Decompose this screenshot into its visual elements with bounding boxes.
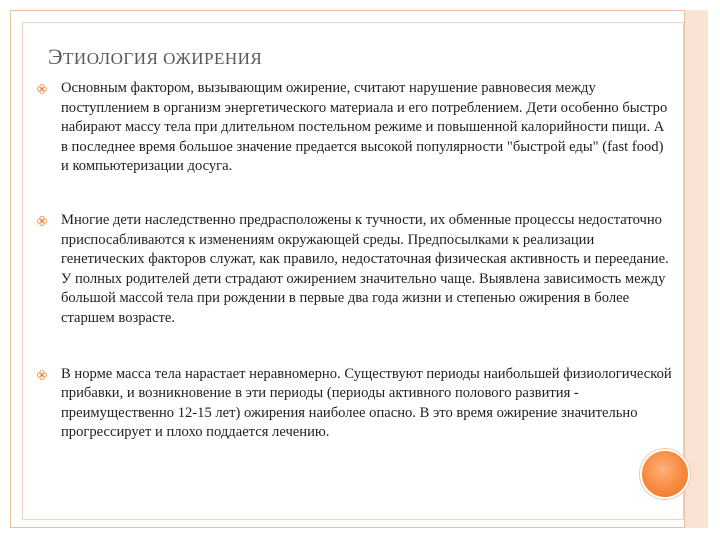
bullet-text: Основным фактором, вызывающим ожирение, считают нарушение равновесия между поступлением в организм энергетического материала и его потреблением. Дети особенно быстро набирают массу тела при длительном постельном режиме и повышенной калорийности пищи. А в последнее время большое значение предается высокой популярности "быстрой еды" (fast food) и компьютеризации досуга. — [61, 80, 668, 175]
bullet-list — [34, 79, 674, 443]
bullet-text: Многие дети наследственно предрасположены к тучности, их обменные процессы недостаточно приспосабливаются к изменениям окружающей среды. Предпосылками к реализации генетических факторов служат, как правило, недостаточная физическая активность и переедание. У полных родителей дети страдают ожирением значительно чаще. Выявлена зависимость между большой массой тела при рождении в первые два года жизни и степенью ожирения в более старшем возрасте. — [61, 211, 669, 326]
title-word-1: ТИОЛОГИЯ — [63, 49, 164, 68]
decorative-circle — [640, 449, 690, 499]
slide-title — [48, 44, 262, 70]
bullet-item — [34, 211, 674, 329]
flower-bullet-icon — [37, 84, 47, 94]
bullet-item — [34, 79, 674, 177]
title-word-2: ОЖИРЕНИЯ — [163, 49, 263, 68]
flower-bullet-icon — [37, 216, 47, 226]
flower-bullet-icon — [37, 370, 47, 380]
bullet-text: В норме масса тела нарастает неравномерно. Существуют периоды наибольшей физиологической прибавки, и возникновение в эти периоды (периоды активного полового развития - преимущественно 12-15 лет) ожирения наиболее опасно. В это время ожирение значительно прогрессирует и плохо поддается лечению. — [61, 365, 672, 441]
title-initial: Э — [48, 44, 64, 69]
bullet-item — [34, 365, 674, 443]
slide-side-strip — [684, 10, 708, 528]
